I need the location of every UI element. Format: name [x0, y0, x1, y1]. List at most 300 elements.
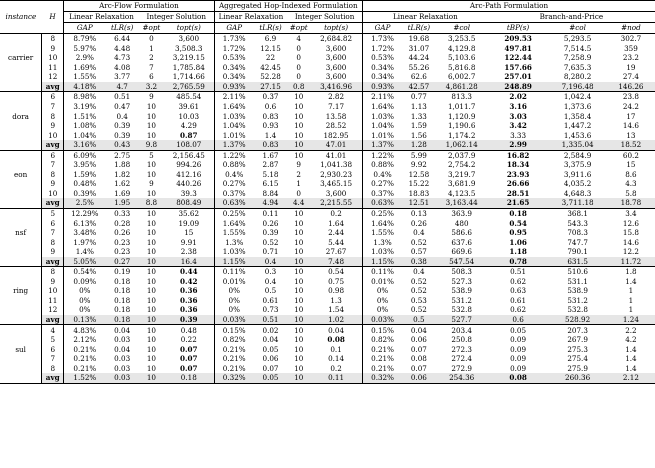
avg-cell: 2,765.59: [164, 82, 214, 92]
table-cell: 0.37: [254, 92, 287, 102]
h-value: 10: [42, 53, 64, 63]
avg-cell: 1.02: [310, 315, 362, 325]
table-row: [0, 305, 655, 315]
table-cell: 2,584.9: [548, 150, 606, 160]
table-cell: 15: [184, 228, 194, 238]
table-cell: 0.07: [262, 363, 279, 373]
avg-spacer: [0, 373, 42, 383]
table-cell: 1.22%: [362, 150, 402, 160]
table-cell: 275.3: [567, 344, 588, 354]
avg-cell: 1.15%: [362, 257, 402, 267]
table-cell: 0.51: [488, 267, 549, 277]
table-cell: 24.2: [622, 102, 639, 111]
table-cell: 26.66: [506, 179, 530, 189]
table-cell: 0.63: [510, 286, 527, 296]
table-cell: 1.82: [114, 169, 131, 179]
table-cell: 10: [146, 363, 156, 373]
table-cell: 13.58: [325, 111, 347, 121]
table-row: [0, 63, 655, 73]
avg-cell: 248.89: [488, 82, 549, 92]
table-cell: 60.2: [607, 150, 655, 160]
table-cell: 3,219.7: [447, 169, 476, 179]
table-cell: 0.07: [180, 354, 198, 364]
table-cell: 0.09: [510, 344, 527, 354]
avg-cell: 4.7: [105, 82, 138, 92]
col-instance-header: instance: [0, 1, 42, 34]
table-cell: 0.21%: [362, 354, 402, 364]
table-cell: 0.53%: [214, 53, 254, 63]
avg-cell: 528.92: [548, 315, 606, 325]
table-cell: 508.3: [436, 267, 488, 277]
col-header: topt(s): [324, 23, 349, 33]
avg-cell: 1.24: [607, 315, 655, 325]
table-cell: 15.22: [408, 179, 430, 189]
avg-label: avg: [42, 315, 64, 325]
table-cell: 0.4%: [362, 170, 402, 180]
table-cell: 3,253.5: [447, 34, 476, 44]
h-value: 5: [42, 208, 64, 218]
table-cell: 0.75: [328, 276, 345, 286]
table-cell: 1.72%: [214, 44, 254, 54]
table-row: [0, 53, 655, 63]
table-cell: 4,648.3: [563, 188, 592, 198]
table-cell: 0.01%: [362, 277, 402, 287]
avg-cell: 254.36: [436, 373, 488, 383]
table-cell: 0.36: [180, 286, 198, 296]
table-cell: 12.29%: [64, 208, 106, 218]
table-cell: 10: [294, 218, 304, 228]
table-row: [0, 160, 655, 170]
table-cell: 12.6: [622, 218, 639, 228]
table-cell: 10: [146, 344, 156, 354]
avg-spacer: [0, 82, 42, 92]
avg-cell: 4.18%: [64, 82, 106, 92]
table-cell: 3,600: [325, 72, 347, 82]
table-cell: 13: [626, 130, 636, 140]
table-cell: 0%: [64, 286, 106, 296]
table-cell: 275.9: [567, 363, 588, 373]
table-cell: 0.4%: [214, 170, 254, 180]
table-cell: 203.4: [436, 325, 488, 335]
table-cell: 41.01: [310, 150, 362, 160]
h-value: 7: [42, 228, 64, 238]
avg-cell: 0.38: [402, 257, 435, 267]
table-cell: 10: [146, 354, 156, 364]
avg-spacer: [0, 257, 42, 267]
h-value: 9: [42, 179, 64, 189]
table-cell: 14.6: [622, 121, 639, 131]
table-cell: 510.6: [548, 267, 606, 277]
table-cell: 8.84: [262, 188, 279, 198]
table-row: [0, 189, 655, 199]
table-cell: 4.3: [625, 179, 637, 189]
table-cell: 0.21%: [214, 364, 254, 374]
table-cell: 1.4: [625, 344, 637, 354]
table-cell: 1,042.4: [548, 92, 606, 102]
avg-cell: 0.6: [488, 315, 549, 325]
table-cell: 9.91: [180, 237, 197, 247]
table-cell: 10: [287, 325, 310, 335]
avg-cell: 0.18: [105, 315, 138, 325]
avg-cell: 1.28: [402, 140, 435, 150]
table-cell: 1: [149, 43, 154, 53]
table-cell: 8.98%: [64, 92, 106, 102]
table-cell: 1,011.7: [447, 102, 476, 111]
table-cell: 586.6: [451, 228, 472, 238]
table-cell: 0.11%: [214, 267, 254, 277]
table-cell: 0.09%: [64, 277, 106, 287]
avg-spacer: [0, 198, 42, 208]
table-cell: 0.04: [402, 325, 435, 335]
table-cell: 0.52: [410, 276, 427, 286]
table-cell: 4.83%: [64, 325, 106, 335]
table-cell: 0.4: [264, 276, 277, 286]
avg-cell: 1.52%: [64, 373, 106, 383]
table-cell: 538.9: [451, 286, 472, 296]
table-cell: 10: [294, 130, 304, 140]
avg-cell: 260.36: [548, 373, 606, 383]
table-row: [0, 150, 655, 160]
col-header: #opt: [289, 23, 308, 33]
table-cell: 0: [296, 72, 301, 82]
table-cell: 27.67: [325, 247, 347, 257]
table-cell: 7,258.9: [563, 53, 592, 63]
table-cell: 3,600: [325, 53, 347, 63]
table-cell: 3.03: [509, 111, 527, 121]
avg-cell: 2,215.55: [310, 198, 362, 208]
h-value: 4: [42, 325, 64, 335]
table-cell: 0.19: [105, 267, 138, 277]
subgroup-ahi-lr: Linear Relaxation: [214, 12, 287, 23]
table-cell: 0.52: [410, 237, 427, 247]
table-cell: 10: [146, 295, 156, 305]
table-cell: 1.55%: [362, 228, 402, 238]
table-cell: 10: [294, 237, 304, 247]
table-cell: 0.82%: [214, 335, 254, 345]
table-cell: 10: [146, 188, 156, 198]
h-value: 10: [42, 130, 64, 140]
table-cell: 0%: [214, 286, 254, 296]
table-cell: 5,103.6: [447, 53, 476, 63]
table-cell: 1.04%: [64, 130, 106, 140]
table-cell: 10: [146, 247, 156, 257]
table-cell: 10: [294, 276, 304, 286]
table-cell: 2.87: [262, 160, 279, 170]
table-cell: 0: [149, 34, 154, 44]
table-cell: 0.06: [262, 354, 279, 364]
table-cell: 6.09%: [64, 150, 106, 160]
table-cell: 1.64%: [362, 102, 402, 112]
table-cell: 0.21%: [64, 345, 106, 355]
table-cell: 10: [287, 208, 310, 218]
avg-cell: 0.08: [488, 373, 549, 383]
table-cell: 0.18: [114, 286, 131, 296]
table-cell: 1.22%: [214, 150, 254, 160]
table-cell: 0.39: [114, 130, 131, 140]
table-cell: 10: [146, 218, 156, 228]
avg-cell: 0.4: [254, 257, 287, 267]
table-cell: 2,037.9: [436, 150, 488, 160]
col-header: tLR(s): [110, 23, 134, 33]
avg-label: avg: [42, 198, 64, 208]
table-cell: 368.1: [548, 208, 606, 218]
table-cell: 18.83: [408, 188, 430, 198]
table-cell: 9: [296, 160, 301, 170]
table-cell: 0.34%: [214, 63, 254, 73]
table-row: [0, 102, 655, 112]
table-row: [0, 228, 655, 238]
table-cell: 0.34%: [214, 72, 254, 82]
subgroup-af-int: Integer Solution: [139, 12, 214, 23]
table-cell: 2.9%: [64, 53, 106, 63]
h-value: 8: [42, 237, 64, 247]
table-cell: 302.7: [620, 34, 642, 44]
table-cell: 1.54: [328, 305, 345, 315]
avg-cell: 1.37%: [362, 140, 402, 150]
avg-cell: 1.95: [105, 198, 138, 208]
avg-cell: 547.54: [436, 257, 488, 267]
table-cell: 0.95: [509, 228, 527, 238]
table-cell: 1.62: [114, 179, 131, 189]
table-cell: 480: [454, 218, 469, 228]
table-cell: 0.42: [180, 276, 198, 286]
table-cell: 3,600: [325, 43, 347, 53]
table-cell: 9: [139, 92, 164, 102]
table-cell: 10: [294, 295, 304, 305]
avg-cell: 16.4: [164, 257, 214, 267]
table-cell: 1.4: [625, 354, 637, 364]
avg-label: avg: [42, 140, 64, 150]
table-row: [0, 267, 655, 277]
avg-row: [0, 82, 655, 92]
table-cell: 3.4: [607, 208, 655, 218]
group-arc-flow: Arc-Flow Formulation: [64, 1, 214, 12]
instance-name: carrier: [0, 34, 42, 82]
avg-cell: 18.52: [607, 140, 655, 150]
table-cell: 1,453.6: [563, 130, 592, 140]
table-cell: 0.18: [114, 305, 131, 315]
avg-cell: 3,711.18: [548, 198, 606, 208]
table-cell: 0.73: [262, 305, 279, 315]
table-cell: 2: [296, 169, 301, 179]
col-header: #opt: [142, 23, 161, 33]
instance-name: eon: [0, 150, 42, 198]
table-cell: 4: [296, 34, 301, 44]
avg-cell: 0.03%: [362, 315, 402, 325]
table-cell: 0%: [214, 305, 254, 315]
avg-row: [0, 140, 655, 150]
table-cell: 1.06: [509, 237, 527, 247]
h-value: 12: [42, 72, 64, 82]
results-body: [0, 34, 655, 384]
table-cell: 1.03%: [362, 111, 402, 121]
col-header: #col: [569, 23, 586, 33]
table-cell: 0.21%: [362, 345, 402, 355]
table-cell: 0.54: [509, 218, 527, 228]
table-cell: 3,600: [325, 188, 347, 198]
table-cell: 0.57: [410, 247, 427, 257]
table-cell: 363.9: [436, 208, 488, 218]
table-cell: 2.44: [328, 228, 345, 238]
table-cell: 1,174.2: [447, 130, 476, 140]
table-cell: 0.18: [114, 276, 131, 286]
table-cell: 6.44: [114, 34, 131, 44]
table-row: [0, 325, 655, 335]
avg-cell: 0.63%: [362, 198, 402, 208]
table-cell: 0.39: [114, 121, 131, 131]
table-cell: 0.03: [114, 363, 131, 373]
h-value: 9: [42, 121, 64, 131]
table-cell: 0.61: [510, 295, 527, 305]
table-cell: 7,514.5: [563, 43, 592, 53]
table-cell: 10: [139, 325, 164, 335]
table-cell: 0.26: [262, 218, 279, 228]
table-cell: 10: [294, 121, 304, 131]
table-cell: 497.81: [504, 43, 532, 53]
table-cell: 1.55%: [214, 228, 254, 238]
table-cell: 0.4: [402, 267, 435, 277]
table-cell: 10: [146, 276, 156, 286]
subgroup-af-lr: Linear Relaxation: [64, 12, 139, 23]
table-cell: 0%: [64, 305, 106, 315]
col-header: topt(s): [176, 23, 201, 33]
avg-row: [0, 373, 655, 383]
h-value: 6: [42, 92, 64, 102]
table-cell: 0.03: [114, 354, 131, 364]
avg-cell: 0.03: [105, 373, 138, 383]
avg-cell: 0.11: [310, 373, 362, 383]
table-cell: 485.54: [164, 92, 214, 102]
table-cell: 0: [296, 62, 301, 72]
table-cell: 3.77: [114, 72, 131, 82]
table-cell: 0.47: [114, 102, 131, 111]
table-cell: 12.15: [260, 43, 281, 53]
table-cell: 532.8: [451, 305, 472, 315]
table-cell: 0.15%: [214, 325, 254, 335]
table-cell: 7: [149, 62, 154, 72]
table-row: [0, 111, 655, 121]
avg-cell: 2.99: [488, 140, 549, 150]
table-cell: 0.33: [105, 208, 138, 218]
table-cell: 10: [139, 267, 164, 277]
table-cell: 1.03%: [362, 247, 402, 257]
table-cell: 1: [296, 179, 301, 189]
h-value: 6: [42, 345, 64, 355]
table-cell: 1.01%: [214, 130, 254, 140]
table-cell: 1.64%: [362, 218, 402, 228]
table-cell: 1.03%: [214, 247, 254, 257]
table-cell: 0.27%: [214, 179, 254, 189]
table-cell: 5: [139, 150, 164, 160]
table-cell: 2.11%: [214, 92, 254, 102]
table-cell: 2: [149, 53, 154, 63]
table-cell: 0.02: [254, 325, 287, 335]
table-cell: 1.4: [625, 276, 637, 286]
table-cell: 0.01%: [214, 277, 254, 287]
table-cell: 272.9: [451, 363, 472, 373]
table-cell: 0.26: [114, 228, 131, 238]
table-cell: 19.09: [178, 218, 200, 228]
table-cell: 2.02: [488, 92, 549, 102]
h-value: 9: [42, 247, 64, 257]
table-cell: 5.8: [625, 188, 637, 198]
table-cell: 0.2: [310, 208, 362, 218]
table-cell: 0.3: [254, 267, 287, 277]
table-cell: 62.6: [410, 72, 427, 82]
table-cell: 0.14: [328, 354, 345, 364]
table-cell: 0%: [214, 296, 254, 306]
table-cell: 3,219.15: [172, 53, 205, 63]
table-cell: 0.04: [262, 335, 279, 345]
table-cell: 790.1: [567, 247, 588, 257]
table-cell: 3.19%: [64, 102, 106, 112]
col-header: #col: [453, 23, 471, 33]
avg-cell: 11.72: [607, 257, 655, 267]
table-cell: 39.3: [180, 188, 197, 198]
table-cell: 1: [628, 305, 634, 315]
table-cell: 28.51: [506, 188, 530, 198]
table-cell: 1,714.66: [172, 72, 205, 82]
table-cell: 10: [294, 354, 304, 364]
avg-cell: 27.15: [254, 82, 287, 92]
table-cell: 0.39%: [64, 189, 106, 199]
table-cell: 14.6: [622, 237, 639, 247]
table-cell: 3.95%: [64, 160, 106, 170]
table-cell: 3.16: [509, 102, 527, 111]
table-cell: 1.88: [114, 160, 131, 170]
table-cell: 23.8: [607, 92, 655, 102]
h-value: 7: [42, 102, 64, 112]
table-cell: 0.62: [510, 276, 527, 286]
table-cell: 23.2: [622, 53, 639, 63]
table-cell: 1.3%: [214, 237, 254, 247]
col-header: GAP: [214, 23, 254, 34]
table-cell: 3,600: [178, 34, 200, 44]
avg-cell: 0.05: [254, 373, 287, 383]
instance-name: ring: [0, 267, 42, 315]
avg-cell: 4.94: [254, 198, 287, 208]
table-cell: 440.26: [176, 179, 202, 189]
table-row: [0, 170, 655, 180]
h-value: 8: [42, 111, 64, 121]
table-cell: 0.07: [180, 363, 198, 373]
avg-cell: 0.43: [105, 140, 138, 150]
avg-cell: 1.15%: [214, 257, 254, 267]
table-row: [0, 354, 655, 364]
table-cell: 5.97%: [64, 44, 106, 54]
table-cell: 272.4: [451, 354, 472, 364]
table-cell: 10: [146, 237, 156, 247]
avg-cell: 10: [287, 257, 310, 267]
table-cell: 8,280.2: [563, 72, 592, 82]
table-cell: 1.55%: [64, 72, 106, 82]
table-cell: 0.51: [105, 92, 138, 102]
table-cell: 0.34%: [362, 72, 402, 82]
col-header: tLR(s): [259, 23, 282, 33]
table-cell: 3,508.3: [175, 43, 203, 53]
table-cell: 0.23: [114, 247, 131, 257]
table-cell: 1.04%: [362, 121, 402, 131]
table-cell: 2.38: [180, 247, 197, 257]
table-cell: 10: [139, 208, 164, 218]
table-cell: 5.18: [262, 169, 279, 179]
table-cell: 0.04: [310, 325, 362, 335]
table-cell: 0.1: [330, 344, 342, 354]
table-cell: 10: [146, 111, 156, 121]
table-cell: 4,129.8: [447, 43, 476, 53]
table-cell: 538.9: [567, 286, 588, 296]
table-cell: 0.37%: [214, 189, 254, 199]
